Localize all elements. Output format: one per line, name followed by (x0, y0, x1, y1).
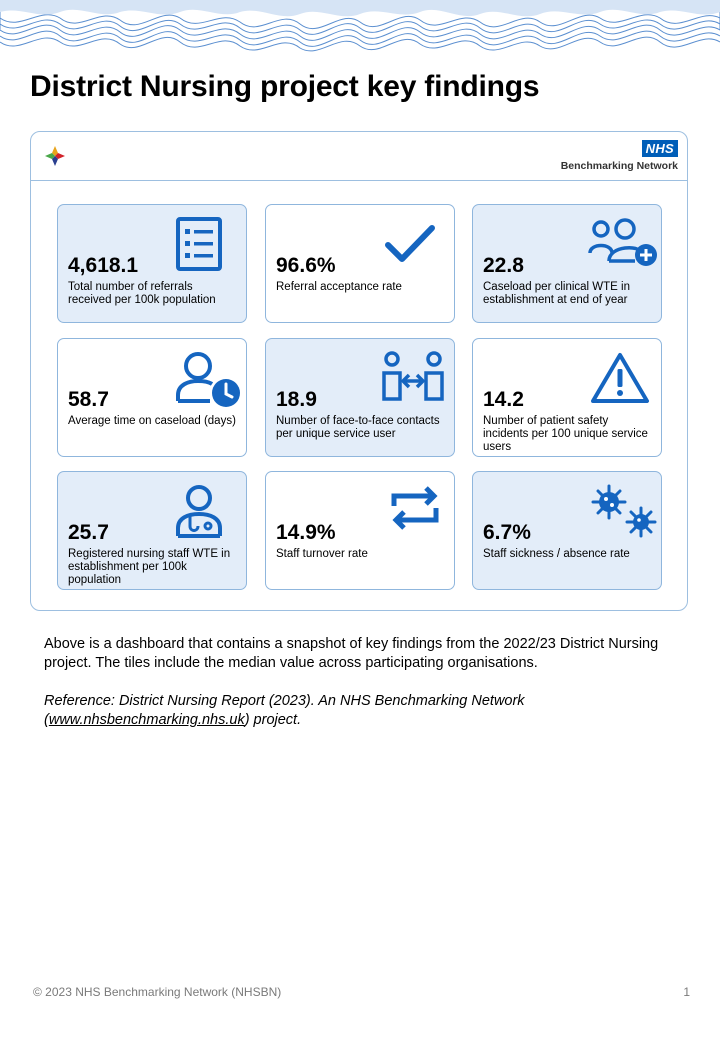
tile-label: Caseload per clinical WTE in establishment at end of year (483, 281, 631, 306)
tile-registered-nursing-staff (57, 471, 247, 590)
tile-value: 18.9 (276, 388, 317, 411)
tile-time-on-caseload (57, 338, 247, 457)
tile-value: 25.7 (68, 521, 109, 544)
tile-value: 58.7 (68, 388, 109, 411)
tile-label: Staff sickness / absence rate (483, 548, 630, 560)
reference-suffix: ) project. (244, 712, 302, 728)
tile-face-to-face (265, 338, 455, 457)
page-title: District Nursing project key findings (30, 70, 540, 103)
checkmark-icon (384, 223, 436, 265)
checklist-icon (176, 217, 222, 271)
tile-label: Registered nursing staff WTE in establishment per 100k population (68, 548, 231, 586)
turnover-arrows-icon (382, 484, 448, 532)
footer-copyright: © 2023 NHS Benchmarking Network (NHSBN) (33, 985, 282, 999)
panel-divider (31, 180, 687, 181)
tile-staff-turnover (265, 471, 455, 590)
warning-icon (589, 351, 651, 405)
person-clock-icon (174, 351, 242, 409)
virus-icon (587, 484, 659, 540)
tile-referral-acceptance (265, 204, 455, 323)
face-to-face-icon (382, 351, 444, 401)
nhsbn-logo-icon (44, 145, 66, 167)
tile-referrals (57, 204, 247, 323)
tile-caseload-per-wte (472, 204, 662, 323)
tile-safety-incidents (472, 338, 662, 457)
tile-label: Total number of referrals received per 100k population (68, 281, 216, 306)
tile-value: 96.6% (276, 254, 336, 277)
reference-link[interactable]: www.nhsbenchmarking.nhs.uk (48, 712, 245, 728)
dashboard-panel (30, 131, 688, 611)
nhs-network-label: Benchmarking Network (560, 160, 678, 172)
dashboard-caption: Above is a dashboard that contains a snapshot of key findings from the 2022/23 District Nursing project. The tiles include the median value across participating organisations. (44, 636, 659, 671)
tile-label: Number of patient safety incidents per 100 unique service users (483, 415, 648, 453)
page-number: 1 (683, 985, 690, 999)
tile-label: Number of face-to-face contacts per unique service user (276, 415, 440, 440)
tile-value: 14.2 (483, 388, 524, 411)
tile-label: Referral acceptance rate (276, 281, 402, 293)
people-add-icon (587, 217, 659, 269)
tile-staff-sickness (472, 471, 662, 590)
wave-header-decoration (0, 0, 720, 62)
tile-label: Average time on caseload (days) (68, 415, 236, 427)
nurse-icon (174, 484, 224, 540)
tile-value: 6.7% (483, 521, 531, 544)
nhs-benchmarking-logo (548, 140, 678, 174)
tile-label: Staff turnover rate (276, 548, 368, 560)
tile-value: 14.9% (276, 521, 336, 544)
reference-prefix: Reference: District Nursing Report (2023). An NHS Benchmarking Network ( (44, 693, 525, 728)
nhs-badge: NHS (642, 140, 678, 157)
tile-value: 4,618.1 (68, 254, 139, 277)
reference-text (44, 692, 684, 730)
tile-value: 22.8 (483, 254, 524, 277)
